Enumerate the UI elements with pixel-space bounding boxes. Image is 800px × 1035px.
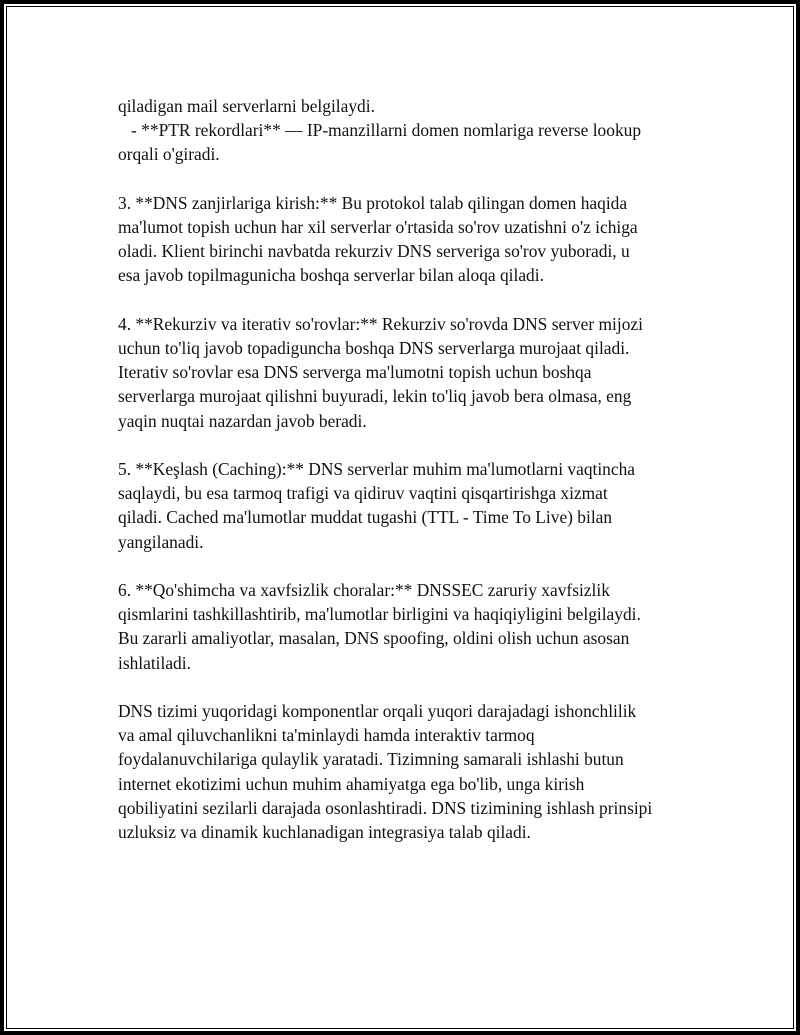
text-line: yaqin nuqtai nazardan javob beradi.: [118, 410, 367, 431]
text-line: qobiliyatini sezilarli darajada osonlashtiradi. DNS tizimining ishlash prinsipi: [118, 797, 653, 818]
text-line: 5. **Keşlash (Caching):** DNS serverlar muhim ma'lumotlarni vaqtincha: [118, 459, 636, 479]
paragraph-security: [118, 578, 718, 675]
text-line: ishlatiladi.: [118, 652, 191, 673]
paragraph-dns-chain: [118, 191, 718, 288]
text-line: orqali o'giradi.: [118, 144, 220, 165]
text-line: 4. **Rekurziv va iterativ so'rovlar:** Rekurziv so'rovda DNS server mijozi: [118, 313, 643, 334]
text-line: esa javob topilmagunicha boshqa serverlar bilan aloqa qiladi.: [118, 265, 544, 286]
text-line: - **PTR rekordlari** — IP-manzillarni domen nomlariga reverse lookup: [118, 120, 642, 141]
text-line: 6. **Qo'shimcha va xavfsizlik choralar:** DNSSEC zaruriy xavfsizlik: [118, 580, 610, 600]
paragraph-conclusion: [118, 699, 718, 844]
text-line: DNS tizimi yuqoridagi komponentlar orqali yuqori darajadagi ishonchlilik: [118, 701, 637, 721]
text-line: foydalanuvchilariga qulaylik yaratadi. Tizimning samarali ishlashi butun: [118, 749, 624, 770]
text-line: 3. **DNS zanjirlariga kirish:** Bu protokol talab qilingan domen haqida: [118, 192, 628, 213]
text-line: serverlarga murojaat qilishni buyuradi, lekin to'liq javob bera olmasa, eng: [118, 386, 632, 407]
text-line: oladi. Klient birinchi navbatda rekurziv DNS serveriga so'rov yuboradi, u: [118, 241, 630, 262]
text-line: uchun to'liq javob topadiguncha boshqa DNS serverlarga murojaat qiladi.: [118, 338, 630, 358]
text-line: qismlarini tashkillashtirib, ma'lumotlar birligini va haqiqiyligini belgilaydi.: [118, 604, 641, 625]
text-line: internet ekotizimi uchun muhim ahamiyatga ega bo'lib, unga kirish: [118, 773, 585, 794]
text-line: saqlaydi, bu esa tarmoq trafigi va qidiruv vaqtini qisqartirishga xizmat: [118, 483, 608, 504]
text-line: qiladigan mail serverlarni belgilaydi.: [118, 96, 375, 116]
text-line: Iterativ so'rovlar esa DNS serverga ma'lumotni topish uchun boshqa: [118, 362, 592, 383]
text-line: va amal qiluvchanlikni ta'minlaydi hamda interaktiv tarmoq: [118, 725, 535, 746]
text-line: Bu zararli amaliyotlar, masalan, DNS spoofing, oldini olish uchun asosan: [118, 628, 630, 649]
text-line: uzluksiz va dinamik kuchlanadigan integrasiya talab qiladi.: [118, 822, 531, 843]
paragraph-caching: [118, 457, 718, 554]
paragraph-ptr-records: [118, 94, 718, 167]
document-body: [118, 94, 718, 868]
text-line: qiladi. Cached ma'lumotlar muddat tugashi (TTL - Time To Live) bilan: [118, 507, 613, 528]
text-line: ma'lumot topish uchun har xil serverlar o'rtasida so'rov uzatishni o'z ichiga: [118, 217, 638, 237]
text-line: yangilanadi.: [118, 531, 204, 552]
paragraph-recursive-iterative: [118, 312, 718, 433]
